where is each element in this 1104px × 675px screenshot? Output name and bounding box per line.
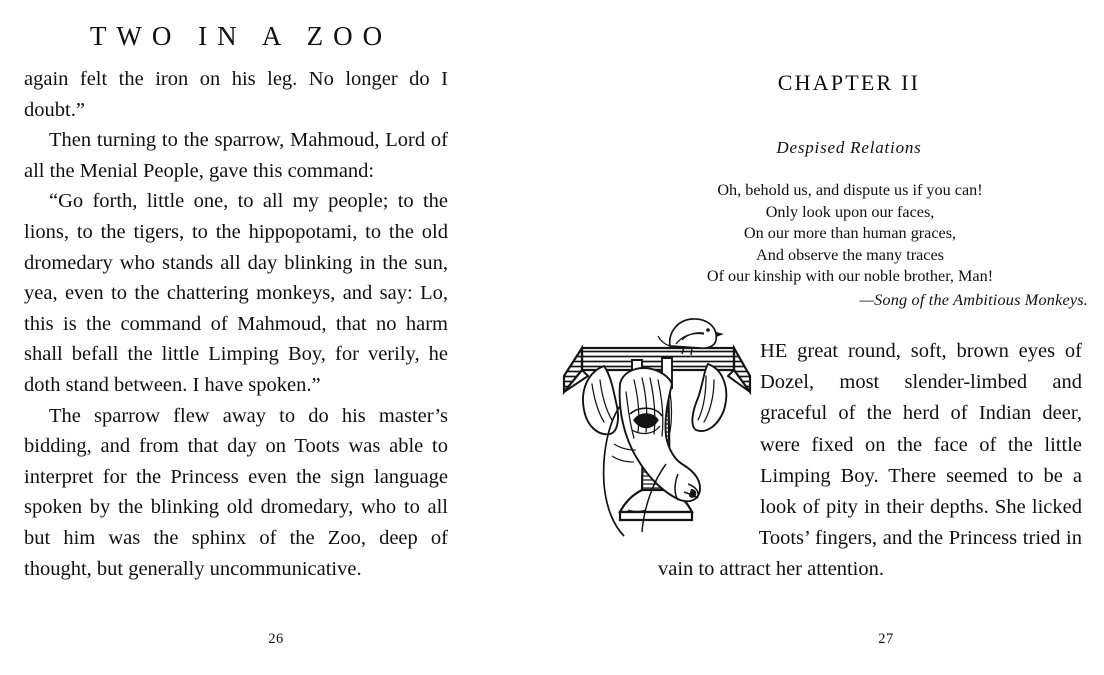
page-number: 26 (268, 631, 284, 647)
page-number: 27 (878, 631, 894, 647)
left-page-body (24, 64, 448, 584)
poem-line: And observe the many traces (756, 245, 944, 264)
paragraph: “Go forth, little one, to all my people; to the lions, to the tigers, to the hippopotami, to the old dromedary who stands all day blinking in the sun, yea, even to the chattering monkeys, and say: Lo, this is the command of Mahmoud, that no harm shall befall the little Limping Boy, for verily, he doth stand between. I have spoken.” (24, 190, 448, 396)
poem-line: Oh, behold us, and dispute us if you can! (717, 181, 983, 199)
decorated-initial-T-deer-head-illustration (558, 314, 754, 546)
poem-line: Only look upon our faces, (765, 202, 935, 221)
chapter-subtitle: Despised Relations (776, 138, 922, 157)
poem-attribution: —Song of the Ambitious Monkeys. (859, 290, 1088, 309)
paragraph: The sparrow flew away to do his master’s bidding, and from that day on Toots was able to interpret for the Princess even the sign language spoken by the blinking old dromedary, who to all but him was the sphinx of the Zoo, deep of thought, but generally uncommunicative. (24, 404, 448, 580)
paragraph: HE great round, soft, brown eyes of Dozel, most slender-limbed and graceful of the herd of Indian deer, were fixed on the face of the little Limping Boy. There seemed to be a look of pity in their depths. She licked Toots’ fingers, and the Princess tried in vain to attract her attention. (658, 340, 1082, 581)
right-page-body (658, 336, 1082, 586)
poem-line: Of our kinship with our noble brother, Man! (706, 267, 994, 285)
running-head: TWO IN A ZOO (89, 21, 393, 51)
epigraph-poem (552, 180, 1104, 311)
paragraph: again felt the iron on his leg. No longer do I doubt.” (24, 68, 448, 121)
chapter-title: CHAPTER II (777, 70, 921, 95)
paragraph: Then turning to the sparrow, Mahmoud, Lord of all the Menial People, gave this command: (24, 129, 448, 182)
deer-head-initial-svg (558, 314, 754, 546)
page-right (552, 0, 1104, 675)
poem-line: On our more than human graces, (743, 224, 957, 242)
